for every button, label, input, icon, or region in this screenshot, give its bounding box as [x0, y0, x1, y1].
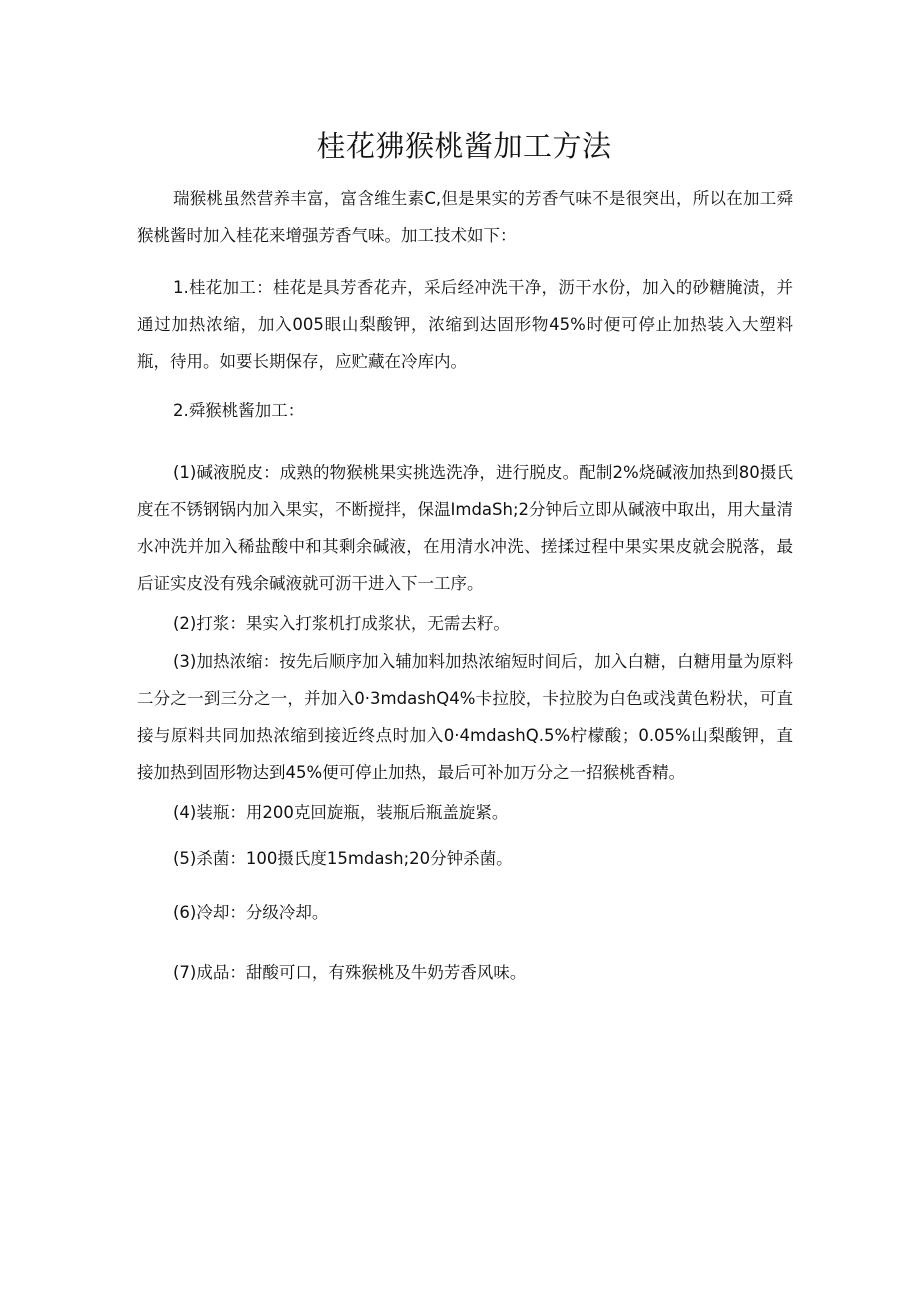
document-title: 桂花狒猴桃酱加工方法	[316, 129, 612, 163]
step-6-paragraph: (6)冷却：分级冷却。	[173, 903, 329, 922]
section-1-paragraph: 1.桂花加工：桂花是具芳香花卉，采后经冲洗干净，沥干水份，加入的砂糖腌渍，并通过加热浓缩，加入005眼山梨酸钾，浓缩到达固形物45%时便可停止加热装入大塑料瓶，待用。如要长期保存，应贮藏在冷库内。	[137, 278, 793, 371]
step-3-paragraph: (3)加热浓缩：按先后顺序加入辅加料加热浓缩短时间后，加入白糖，白糖用量为原料二分之一到三分之一，并加入0·3mdashQ4%卡拉胶，卡拉胶为白色或浅黄色粉状，可直接与原料共同加热浓缩到接近终点时加入0·4mdashQ.5%柠檬酸；0.05%山梨酸钾，直接加热到固形物达到45%便可停止加热，最后可补加万分之一招猴桃香精。	[137, 652, 793, 782]
step-4-paragraph: (4)装瓶：用200克回旋瓶，装瓶后瓶盖旋紧。	[173, 803, 509, 822]
intro-paragraph: 瑞猴桃虽然营养丰富，富含维生素C,但是果实的芳香气味不是很突出，所以在加工舜猴桃酱时加入桂花来增强芳香气味。加工技术如下：	[137, 189, 793, 245]
section-2-heading: 2.舜猴桃酱加工：	[173, 401, 305, 420]
step-5-paragraph: (5)杀菌：100摄氏度15mdash;20分钟杀菌。	[173, 849, 513, 868]
step-1-paragraph: (1)碱液脱皮：成熟的物猴桃果实挑选洗净，进行脱皮。配制2%烧碱液加热到80摄氏度在不锈钢锅内加入果实，不断搅拌，保温ImdaSh;2分钟后立即从碱液中取出，用大量清水冲洗并加入稀盐酸中和其剩余碱液，在用清水冲洗、搓揉过程中果实果皮就会脱落，最后证实皮没有残余碱液就可沥干进入下一工序。	[137, 463, 794, 593]
step-7-paragraph: (7)成品：甜酸可口，有殊猴桃及牛奶芳香风味。	[173, 963, 527, 982]
step-2-paragraph: (2)打浆：果实入打浆机打成浆状，无需去籽。	[173, 614, 510, 633]
